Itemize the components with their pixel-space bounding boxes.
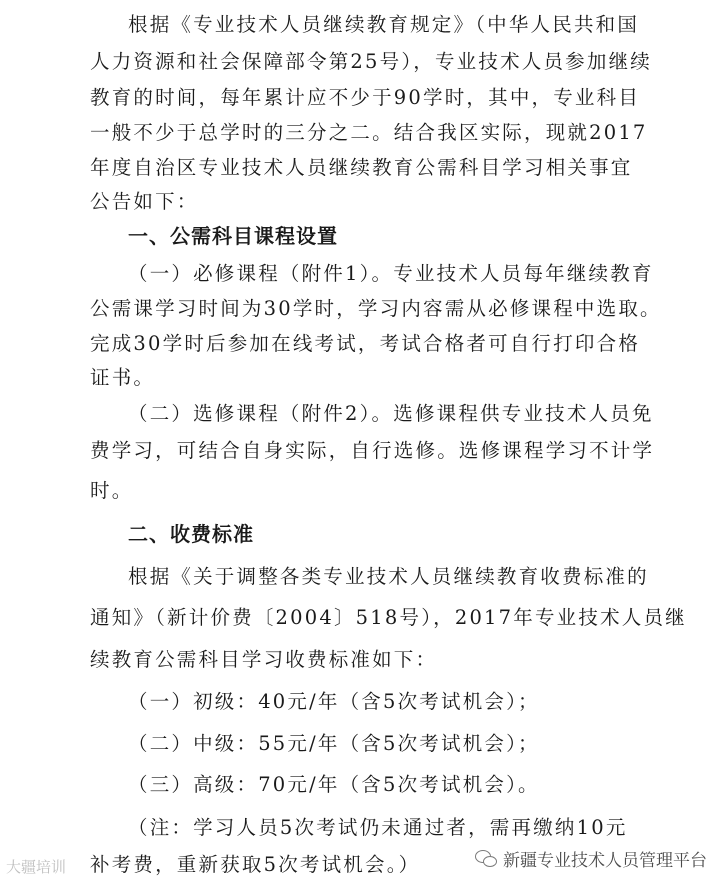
note-line-2: 补考费，重新获取5次考试机会。） <box>90 853 421 876</box>
note-line-1: （注：学习人员5次考试仍未通过者，需再缴纳10元 <box>128 816 628 839</box>
elective-line-1: （二）选修课程（附件2）。选修课程供专业技术人员免 <box>128 402 654 425</box>
intro-line-2: 人力资源和社会保障部令第25号），专业技术人员参加继续 <box>90 50 652 73</box>
fee-intro-line-3: 续教育公需科目学习收费标准如下： <box>90 648 438 671</box>
fee-item-junior: （一）初级：40元/年（含5次考试机会）； <box>128 690 540 713</box>
section-heading-fees: 二、收费标准 <box>128 522 254 546</box>
fee-item-senior: （三）高级：70元/年（含5次考试机会）。 <box>128 773 540 796</box>
watermark-left: 大疆培训 <box>6 858 67 876</box>
section-heading-courses: 一、公需科目课程设置 <box>128 224 338 248</box>
intro-line-1: 根据《专业技术人员继续教育规定》（中华人民共和国 <box>128 13 640 36</box>
elective-line-2: 费学习，可结合自身实际，自行选修。选修课程学习不计学 <box>90 439 655 462</box>
wechat-icon <box>475 850 497 868</box>
required-line-2: 公需课学习时间为30学时，学习内容需从必修课程中选取。 <box>90 297 662 320</box>
intro-line-4: 一般不少于总学时的三分之二。结合我区实际，现就2017 <box>90 121 648 144</box>
intro-line-3: 教育的时间，每年累计应不少于90学时，其中，专业科目 <box>90 86 641 109</box>
fee-intro-line-1: 根据《关于调整各类专业技术人员继续教育收费标准的 <box>128 565 649 588</box>
fee-intro-line-2: 通知》（新计价费〔2004〕518号），2017年专业技术人员继 <box>90 606 687 629</box>
watermark-right-label: 新疆专业技术人员管理平台 <box>503 851 707 871</box>
intro-line-6: 公告如下： <box>90 190 199 213</box>
required-line-4: 证书。 <box>90 366 156 389</box>
watermark-right <box>475 846 707 871</box>
required-line-3: 完成30学时后参加在线考试，考试合格者可自行打印合格 <box>90 332 641 355</box>
intro-line-5: 年度自治区专业技术人员继续教育公需科目学习相关事宜 <box>90 156 633 179</box>
required-line-1: （一）必修课程（附件1）。专业技术人员每年继续教育 <box>128 262 654 285</box>
fee-item-intermediate: （二）中级：55元/年（含5次考试机会）； <box>128 732 540 755</box>
elective-line-3: 时。 <box>90 479 134 502</box>
